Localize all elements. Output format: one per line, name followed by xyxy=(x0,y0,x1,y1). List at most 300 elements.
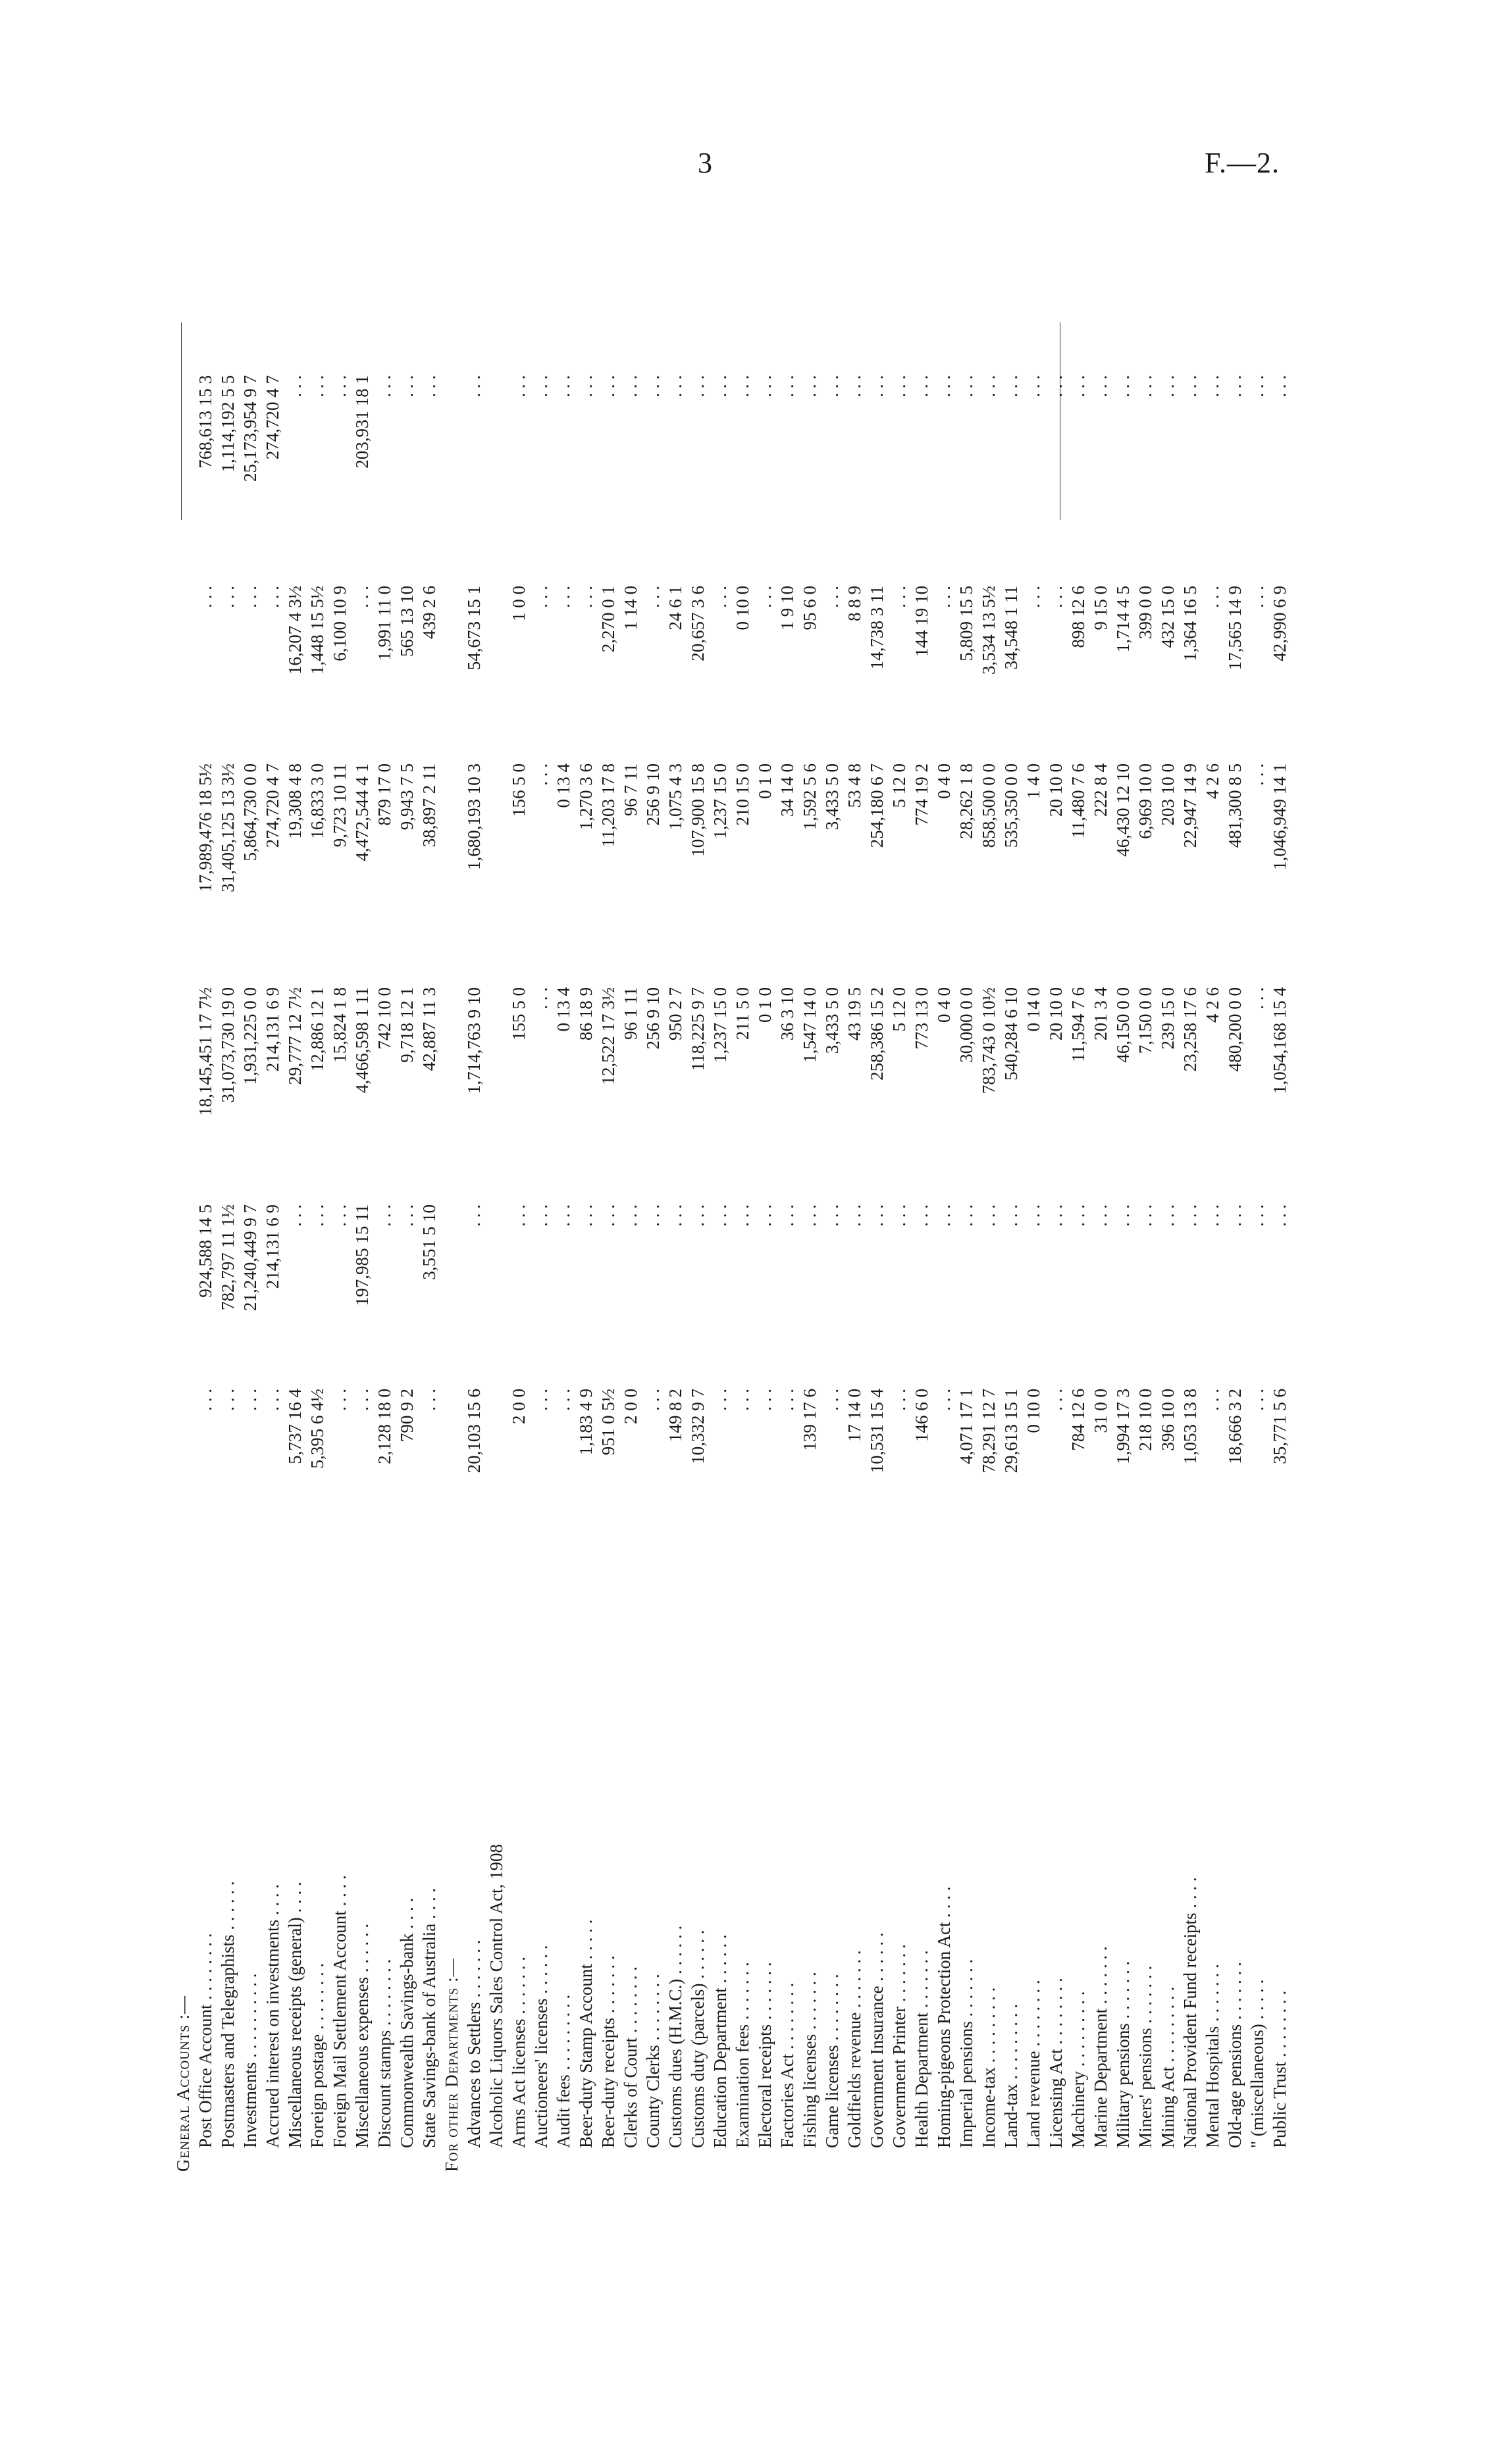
amount-cell: 783,743 0 10½ xyxy=(979,987,999,1094)
amount-cell: 535,350 0 0 xyxy=(1001,763,1021,848)
amount-cell: . . . xyxy=(755,1389,775,1411)
section-heading-text: For other Departments :— xyxy=(442,1958,461,2172)
amount-cell: . . . xyxy=(352,586,372,608)
amount-cell: . . . xyxy=(330,1389,350,1411)
amount-cell: . . . xyxy=(1024,586,1043,608)
accounts-table xyxy=(168,230,1300,2172)
amount-cell: . . . xyxy=(531,987,551,1010)
amount-cell: 17 14 0 xyxy=(845,1389,864,1442)
amount-cell: . . . xyxy=(867,1204,887,1227)
amount-cell: 54,673 15 1 xyxy=(464,586,484,671)
amount-cell: . . . xyxy=(554,375,573,398)
amount-cell: 1,714 4 5 xyxy=(1113,586,1133,653)
amount-cell: 1 4 0 xyxy=(1024,763,1043,799)
amount-cell: 0 4 0 xyxy=(934,987,954,1023)
amount-cell: . . . xyxy=(1203,1204,1222,1227)
amount-cell: 258,386 15 2 xyxy=(867,987,887,1081)
row-label: " (miscellaneous) . . . . . xyxy=(1247,1979,1267,2148)
amount-cell: . . . xyxy=(710,1389,730,1411)
amount-cell: 439 2 6 xyxy=(419,586,439,639)
amount-cell: 1,183 4 9 xyxy=(576,1389,596,1456)
amount-cell: 23,258 17 6 xyxy=(1180,987,1200,1072)
amount-cell: . . . xyxy=(889,375,909,398)
amount-cell: . . . xyxy=(889,1204,909,1227)
amount-cell: . . . xyxy=(1113,1204,1133,1227)
amount-cell: 0 4 0 xyxy=(934,763,954,799)
amount-cell: 12,886 12 1 xyxy=(307,987,327,1072)
row-label: Homing-pigeons Protection Act . . . . xyxy=(934,1886,954,2148)
amount-cell: . . . xyxy=(1247,1389,1267,1411)
amount-cell: . . . xyxy=(509,375,529,398)
amount-cell: 2,128 18 0 xyxy=(375,1389,394,1464)
amount-cell: 7,150 0 0 xyxy=(1135,987,1155,1054)
amount-cell: 256 9 10 xyxy=(643,987,663,1050)
amount-cell: 214,131 6 9 xyxy=(263,1204,282,1289)
row-label: Fishing licenses . . . . . . . xyxy=(800,1972,820,2148)
amount-cell: . . . xyxy=(1203,586,1222,608)
amount-cell: . . . xyxy=(240,586,260,608)
amount-cell: 34 14 0 xyxy=(777,763,797,817)
amount-cell: . . . xyxy=(397,1204,417,1227)
amount-cell: . . . xyxy=(688,1204,708,1227)
amount-cell: 0 10 0 xyxy=(733,586,752,630)
amount-cell: 36 3 10 xyxy=(777,987,797,1040)
amount-cell: 5,864,730 0 0 xyxy=(240,763,260,861)
amount-cell: 11,594 7 6 xyxy=(1068,987,1088,1062)
amount-cell: . . . xyxy=(263,586,282,608)
amount-cell: 29,613 15 1 xyxy=(1001,1389,1021,1474)
amount-cell: . . . xyxy=(1046,586,1066,608)
amount-cell: 6,100 10 9 xyxy=(330,586,350,661)
amount-cell: 31,073,730 19 0 xyxy=(218,987,238,1103)
amount-cell: 1,592 5 6 xyxy=(800,763,820,831)
amount-cell: 12,522 17 3½ xyxy=(598,987,618,1085)
amount-cell: 10,531 15 4 xyxy=(867,1389,887,1474)
amount-cell: . . . xyxy=(889,1389,909,1411)
amount-cell: 31,405,125 13 3½ xyxy=(218,763,238,892)
amount-cell: 21,240,449 9 7 xyxy=(240,1204,260,1311)
amount-cell: 773 13 0 xyxy=(912,987,931,1050)
amount-cell: . . . xyxy=(1247,375,1267,398)
amount-cell: 5,737 16 4 xyxy=(285,1389,305,1464)
amount-cell: 86 18 9 xyxy=(576,987,596,1040)
amount-cell: . . . xyxy=(598,375,618,398)
amount-cell: 11,203 17 8 xyxy=(598,763,618,848)
amount-cell: . . . xyxy=(397,375,417,398)
row-label: Miners' pensions . . . . . . . xyxy=(1135,1965,1155,2148)
amount-cell: . . . xyxy=(1180,1204,1200,1227)
amount-cell: . . . xyxy=(934,375,954,398)
amount-cell: . . . xyxy=(822,375,842,398)
amount-cell: . . . xyxy=(934,1389,954,1411)
amount-cell: 20,103 15 6 xyxy=(464,1389,484,1474)
amount-cell: . . . xyxy=(1024,375,1043,398)
amount-cell: . . . xyxy=(307,1204,327,1227)
amount-cell: . . . xyxy=(1024,1204,1043,1227)
amount-cell: . . . xyxy=(1203,375,1222,398)
row-label: Land-tax . . . . . . . . . xyxy=(1001,2004,1021,2148)
amount-cell: 118,225 9 7 xyxy=(688,987,708,1071)
row-label: Education Department . . . . . . xyxy=(710,1934,730,2148)
amount-cell: 5 12 0 xyxy=(889,987,909,1032)
amount-cell: 24 6 1 xyxy=(665,586,685,630)
amount-cell: 29,777 12 7½ xyxy=(285,987,305,1085)
amount-cell: . . . xyxy=(1046,1389,1066,1411)
amount-cell: 203 10 0 xyxy=(1158,763,1178,826)
row-label: Old-age pensions . . . . . . . xyxy=(1225,1962,1245,2148)
amount-cell: . . . xyxy=(1247,987,1267,1010)
amount-cell: 3,433 5 0 xyxy=(822,987,842,1054)
amount-cell: . . . xyxy=(755,1204,775,1227)
amount-cell: . . . xyxy=(979,1204,999,1227)
amount-cell: . . . xyxy=(1203,1389,1222,1411)
amount-cell: 565 13 10 xyxy=(397,586,417,657)
amount-cell: 16,833 3 0 xyxy=(307,763,327,839)
amount-cell: 254,180 6 7 xyxy=(867,763,887,848)
row-label: Marine Department . . . . . . . xyxy=(1091,1946,1110,2148)
amount-cell: . . . xyxy=(800,375,820,398)
column-rule xyxy=(181,322,182,520)
row-label: Customs duty (parcels) . . . . . . xyxy=(688,1930,708,2148)
amount-cell: 31 0 0 xyxy=(1091,1389,1110,1433)
amount-cell: 2 0 0 xyxy=(621,1389,640,1424)
amount-cell: 203,931 18 1 xyxy=(352,375,372,469)
amount-cell: 10,332 9 7 xyxy=(688,1389,708,1464)
amount-cell: . . . xyxy=(1135,375,1155,398)
row-label: Miscellaneous expenses . . . . . . xyxy=(352,1923,372,2148)
amount-cell: 11,480 7 6 xyxy=(1068,763,1088,838)
amount-cell: 0 10 0 xyxy=(1024,1389,1043,1433)
amount-cell: . . . xyxy=(867,375,887,398)
amount-cell: 20 10 0 xyxy=(1046,763,1066,817)
amount-cell: . . . xyxy=(621,375,640,398)
row-label: Foreign Mail Settlement Account . . . . xyxy=(330,1875,350,2148)
amount-cell: 0 13 4 xyxy=(554,763,573,808)
amount-cell: 1,237 15 0 xyxy=(710,987,730,1063)
amount-cell: 6,969 10 0 xyxy=(1135,763,1155,839)
row-label: Clerks of Court . . . . . . . . xyxy=(621,1966,640,2148)
amount-cell: . . . xyxy=(733,375,752,398)
amount-cell: 256 9 10 xyxy=(643,763,663,826)
amount-cell: 5,809 15 5 xyxy=(956,586,976,661)
amount-cell: . . . xyxy=(665,375,685,398)
amount-cell: 4 2 6 xyxy=(1203,763,1222,799)
amount-cell: . . . xyxy=(1001,375,1021,398)
amount-cell: 1 9 10 xyxy=(777,586,797,630)
row-label: Government Insurance . . . . . . xyxy=(867,1932,887,2148)
amount-cell: . . . xyxy=(531,1204,551,1227)
amount-cell: 4,071 17 1 xyxy=(956,1389,976,1464)
row-label: State Savings-bank of Australia . . . . xyxy=(419,1887,439,2148)
amount-cell: 1,114,192 5 5 xyxy=(218,375,238,473)
amount-cell: . . . xyxy=(195,1389,215,1411)
amount-cell: . . . xyxy=(912,1204,931,1227)
row-label: Imperial pensions . . . . . . . xyxy=(956,1959,976,2148)
amount-cell: . . . xyxy=(822,1389,842,1411)
amount-cell: 480,200 0 0 xyxy=(1225,987,1245,1072)
amount-cell: . . . xyxy=(822,586,842,608)
amount-cell: . . . xyxy=(375,1204,394,1227)
row-label: Government Printer . . . . . . . xyxy=(889,1944,909,2148)
amount-cell: . . . xyxy=(330,1204,350,1227)
amount-cell: . . . xyxy=(912,375,931,398)
amount-cell: 790 9 2 xyxy=(397,1389,417,1442)
amount-cell: 0 14 0 xyxy=(1024,987,1043,1032)
amount-cell: . . . xyxy=(643,586,663,608)
amount-cell: . . . xyxy=(710,586,730,608)
row-label: Discount stamps . . . . . . . . xyxy=(375,1959,394,2148)
row-label: Beer-duty receipts . . . . . . . xyxy=(598,1955,618,2148)
row-label: National Provident Fund receipts . . . . xyxy=(1180,1877,1200,2148)
row-label: Licensing Act . . . . . . . . xyxy=(1046,1978,1066,2148)
amount-cell: 3,433 5 0 xyxy=(822,763,842,831)
amount-cell: 950 2 7 xyxy=(665,987,685,1040)
amount-cell: 8 8 9 xyxy=(845,586,864,621)
amount-cell: 1,680,193 10 3 xyxy=(464,763,484,870)
amount-cell: . . . xyxy=(845,375,864,398)
amount-cell: 396 10 0 xyxy=(1158,1389,1178,1451)
amount-cell: . . . xyxy=(598,1204,618,1227)
amount-cell: 782,797 11 1½ xyxy=(218,1204,238,1310)
amount-cell: 481,300 8 5 xyxy=(1225,763,1245,848)
amount-cell: 197,985 15 11 xyxy=(352,1204,372,1306)
amount-cell: 858,500 0 0 xyxy=(979,763,999,848)
amount-cell: 1,237 15 0 xyxy=(710,763,730,839)
row-label: County Clerks . . . . . . . . xyxy=(643,1974,663,2148)
amount-cell: 399 0 0 xyxy=(1135,586,1155,639)
page-header xyxy=(0,146,1485,186)
amount-cell: 96 1 11 xyxy=(621,987,640,1040)
amount-cell: 149 8 2 xyxy=(665,1389,685,1442)
amount-cell: 214,131 6 9 xyxy=(263,987,282,1072)
amount-cell: . . . xyxy=(621,1204,640,1227)
amount-cell: . . . xyxy=(1046,375,1066,398)
amount-cell: 4,472,544 4 1 xyxy=(352,763,372,861)
amount-cell: . . . xyxy=(554,1204,573,1227)
amount-cell: . . . xyxy=(1068,375,1088,398)
amount-cell: . . . xyxy=(576,586,596,608)
amount-cell: . . . xyxy=(419,375,439,398)
amount-cell: . . . xyxy=(643,1389,663,1411)
amount-cell: 274,720 4 7 xyxy=(263,375,282,460)
row-label: Public Trust . . . . . . . . xyxy=(1270,1990,1290,2148)
amount-cell: . . . xyxy=(1046,1204,1066,1227)
amount-cell: . . . xyxy=(777,1389,797,1411)
amount-cell: 774 19 2 xyxy=(912,763,931,826)
amount-cell: . . . xyxy=(240,1389,260,1411)
row-label: Alcoholic Liquors Sales Control Act, 1908 xyxy=(486,1844,506,2148)
amount-cell: . . . xyxy=(777,375,797,398)
amount-cell: . . . xyxy=(1247,763,1267,786)
amount-cell: . . . xyxy=(1225,375,1245,398)
row-label: Investments . . . . . . . . . . xyxy=(240,1973,260,2148)
amount-cell: 0 1 0 xyxy=(755,763,775,799)
amount-cell: 28,262 1 8 xyxy=(956,763,976,839)
amount-cell: 19,308 4 8 xyxy=(285,763,305,839)
amount-cell: . . . xyxy=(1158,1204,1178,1227)
amount-cell: 146 6 0 xyxy=(912,1389,931,1442)
amount-cell: . . . xyxy=(1180,375,1200,398)
amount-cell: 53 4 8 xyxy=(845,763,864,808)
amount-cell: . . . xyxy=(375,375,394,398)
amount-cell: 3,534 13 5½ xyxy=(979,586,999,675)
amount-cell: 1,991 11 0 xyxy=(375,586,394,661)
amount-cell: . . . xyxy=(1225,1204,1245,1227)
amount-cell: . . . xyxy=(777,1204,797,1227)
amount-cell: . . . xyxy=(554,586,573,608)
amount-cell: . . . xyxy=(1001,1204,1021,1227)
amount-cell: 17,565 14 9 xyxy=(1225,586,1245,671)
amount-cell: 1,054,168 15 4 xyxy=(1270,987,1290,1094)
amount-cell: 20,657 3 6 xyxy=(688,586,708,661)
amount-cell: 1 0 0 xyxy=(509,586,529,621)
amount-cell: 951 0 5½ xyxy=(598,1389,618,1456)
row-label: Beer-duty Stamp Account . . . . . xyxy=(576,1919,596,2148)
amount-cell: . . . xyxy=(710,375,730,398)
amount-cell: 2 0 0 xyxy=(509,1389,529,1424)
row-label: Customs dues (H.M.C.) . . . . . . xyxy=(665,1925,685,2148)
amount-cell: 1,046,949 14 1 xyxy=(1270,763,1290,870)
amount-cell: 768,613 15 3 xyxy=(195,375,215,469)
amount-cell: . . . xyxy=(218,586,238,608)
row-label: Advances to Settlers . . . . . . . xyxy=(464,1939,484,2148)
amount-cell: . . . xyxy=(1113,375,1133,398)
page-reference: F.—2. xyxy=(1205,147,1280,179)
amount-cell: 155 5 0 xyxy=(509,987,529,1040)
amount-cell: . . . xyxy=(464,375,484,398)
amount-cell: . . . xyxy=(979,375,999,398)
row-label: Examination fees . . . . . . . xyxy=(733,1962,752,2148)
row-label: Auctioneers' licenses . . . . . . xyxy=(531,1945,551,2148)
amount-cell: 211 5 0 xyxy=(733,987,752,1040)
amount-cell: . . . xyxy=(263,1389,282,1411)
amount-cell: 46,430 12 10 xyxy=(1113,763,1133,857)
amount-cell: 1,448 15 5½ xyxy=(307,586,327,675)
amount-cell: . . . xyxy=(733,1389,752,1411)
amount-cell: . . . xyxy=(800,1204,820,1227)
amount-cell: . . . xyxy=(643,375,663,398)
amount-cell: . . . xyxy=(576,1204,596,1227)
amount-cell: . . . xyxy=(1270,1204,1290,1227)
amount-cell: . . . xyxy=(1247,586,1267,608)
row-label: Foreign postage . . . . . . . . xyxy=(307,1963,327,2148)
amount-cell: . . . xyxy=(733,1204,752,1227)
amount-cell: . . . xyxy=(195,586,215,608)
amount-cell: . . . xyxy=(1068,1204,1088,1227)
amount-cell: 5 12 0 xyxy=(889,763,909,808)
amount-cell: 22,947 14 9 xyxy=(1180,763,1200,848)
row-label: Income-tax . . . . . . . . . xyxy=(979,1987,999,2148)
amount-cell: 1,547 14 0 xyxy=(800,987,820,1063)
amount-cell: 4,466,598 1 11 xyxy=(352,987,372,1093)
amount-cell: 20 10 0 xyxy=(1046,987,1066,1040)
amount-cell: . . . xyxy=(755,586,775,608)
row-label: Mining Act . . . . . . . . . xyxy=(1158,1986,1178,2148)
amount-cell: . . . xyxy=(1270,375,1290,398)
amount-cell: . . . xyxy=(1135,1204,1155,1227)
amount-cell: . . . xyxy=(531,763,551,786)
amount-cell: 15,824 1 8 xyxy=(330,987,350,1063)
row-label: Factories Act . . . . . . . . xyxy=(777,1982,797,2148)
amount-cell: . . . xyxy=(509,1204,529,1227)
amount-cell: 222 8 4 xyxy=(1091,763,1110,817)
amount-cell: 218 10 0 xyxy=(1135,1389,1155,1451)
amount-cell: . . . xyxy=(1158,375,1178,398)
amount-cell: 25,173,954 9 7 xyxy=(240,375,260,482)
section-heading-text: General Accounts :— xyxy=(173,1995,193,2172)
amount-cell: 1,931,225 0 0 xyxy=(240,987,260,1085)
amount-cell: 14,738 3 11 xyxy=(867,586,887,670)
amount-cell: 17,989,476 18 5½ xyxy=(195,763,215,892)
amount-cell: 1,053 13 8 xyxy=(1180,1389,1200,1464)
row-label: Audit fees . . . . . . . . . xyxy=(554,1994,573,2148)
row-label: Machinery . . . . . . . . . xyxy=(1068,1991,1088,2148)
row-label: Arms Act licenses . . . . . . . xyxy=(509,1957,529,2148)
amount-cell: . . . xyxy=(934,1204,954,1227)
amount-cell: . . . xyxy=(531,1389,551,1411)
amount-cell: . . . xyxy=(889,586,909,608)
amount-cell: . . . xyxy=(643,1204,663,1227)
amount-cell: . . . xyxy=(755,375,775,398)
row-label: Accrued interest on investments . . . . xyxy=(263,1884,282,2148)
row-label: Mental Hospitals . . . . . . . xyxy=(1203,1964,1222,2148)
amount-cell: 34,548 1 11 xyxy=(1001,586,1021,670)
amount-cell: 239 15 0 xyxy=(1158,987,1178,1050)
amount-cell: 1,714,763 9 10 xyxy=(464,987,484,1094)
page-number: 3 xyxy=(698,147,712,179)
amount-cell: . . . xyxy=(285,375,305,398)
amount-cell: 432 15 0 xyxy=(1158,586,1178,648)
amount-cell: . . . xyxy=(330,375,350,398)
amount-cell: 210 15 0 xyxy=(733,763,752,826)
amount-cell: 16,207 4 3½ xyxy=(285,586,305,675)
amount-cell: 95 6 0 xyxy=(800,586,820,630)
amount-cell: 0 1 0 xyxy=(755,987,775,1023)
amount-cell: . . . xyxy=(934,586,954,608)
row-label: Miscellaneous receipts (general) . . . . xyxy=(285,1882,305,2148)
amount-cell: 1,270 3 6 xyxy=(576,763,596,831)
amount-cell: 3,551 5 10 xyxy=(419,1204,439,1280)
amount-cell: 38,897 2 11 xyxy=(419,763,439,848)
row-label: Electoral receipts . . . . . . . xyxy=(755,1962,775,2148)
amount-cell: . . . xyxy=(285,1204,305,1227)
amount-cell: . . . xyxy=(956,375,976,398)
amount-cell: 5,395 6 4½ xyxy=(307,1389,327,1469)
amount-cell: . . . xyxy=(419,1389,439,1411)
amount-cell: 144 19 10 xyxy=(912,586,931,657)
amount-cell: 18,666 3 2 xyxy=(1225,1389,1245,1464)
amount-cell: . . . xyxy=(822,1204,842,1227)
amount-cell: . . . xyxy=(845,1204,864,1227)
amount-cell: . . . xyxy=(665,1204,685,1227)
amount-cell: 1,364 16 5 xyxy=(1180,586,1200,661)
amount-cell: . . . xyxy=(956,1204,976,1227)
row-label: Post Office Account . . . . . . . . xyxy=(195,1933,215,2148)
amount-cell: 1 14 0 xyxy=(621,586,640,630)
amount-cell: 42,990 6 9 xyxy=(1270,586,1290,661)
amount-cell: 18,145,451 17 7½ xyxy=(195,987,215,1116)
row-label: Commonwealth Savings-bank . . . . xyxy=(397,1897,417,2148)
amount-cell: . . . xyxy=(531,375,551,398)
amount-cell: 96 7 11 xyxy=(621,763,640,816)
amount-cell: 42,887 11 3 xyxy=(419,987,439,1071)
amount-cell: 274,720 4 7 xyxy=(263,763,282,848)
amount-cell: . . . xyxy=(710,1204,730,1227)
amount-cell: 30,000 0 0 xyxy=(956,987,976,1063)
amount-cell: 9 15 0 xyxy=(1091,586,1110,630)
amount-cell: 9,718 12 1 xyxy=(397,987,417,1063)
amount-cell: 898 12 6 xyxy=(1068,586,1088,648)
